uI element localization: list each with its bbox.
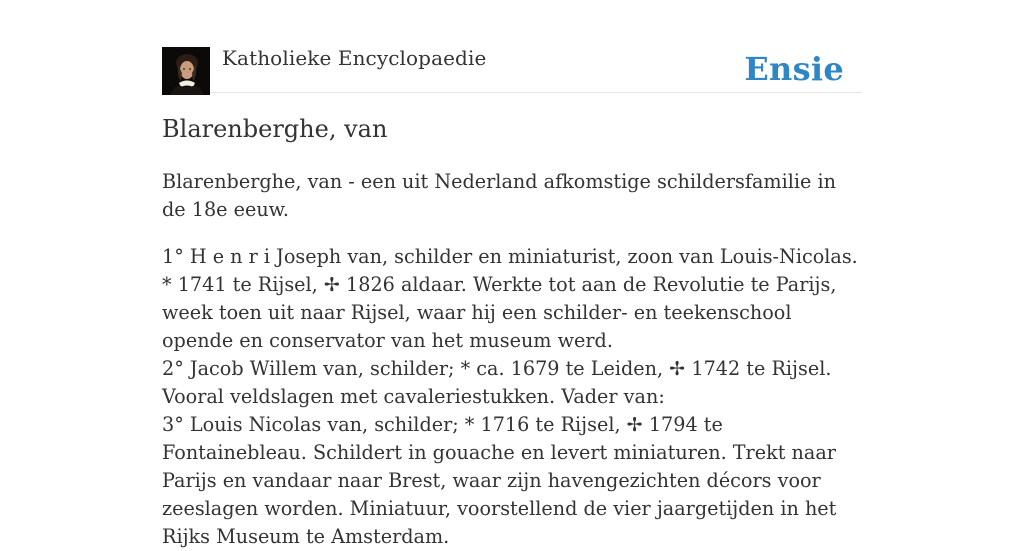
content-container (162, 0, 862, 548)
site-header (162, 0, 862, 93)
article-lead: Blarenberghe, van - een uit Nederland afkomstige schildersfamilie in de 18e eeuw. (162, 170, 836, 221)
page-title: Blarenberghe, van (162, 115, 388, 143)
brand-logo[interactable]: Ensie (744, 50, 844, 88)
article-entry: 1° H e n r i Joseph van, schilder en miniaturist, zoon van Louis-Nicolas. * 1741 te Rijsel, ✢ 1826 aldaar. Werkte tot aan de Revolutie te Parijs, week toen uit naar Rijsel, waar hij een schilder- en teekenschool opende en conservator van het museum werd. (162, 245, 858, 352)
portrait-icon (162, 47, 210, 95)
article-entry: 2° Jacob Willem van, schilder; * ca. 1679 te Leiden, ✢ 1742 te Rijsel. Vooral veldslagen met cavaleriestukken. Vader van: (162, 357, 832, 408)
encyclopedia-name[interactable]: Katholieke Encyclopaedie (222, 46, 487, 70)
avatar[interactable] (162, 47, 210, 95)
article-body (162, 243, 862, 551)
article-entry: 3° Louis Nicolas van, schilder; * 1716 te Rijsel, ✢ 1794 te Fontainebleau. Schildert in gouache en levert miniaturen. Trekt naar Parijs en vandaar naar Brest, waar zijn havengezichten décors voor zeeslagen worden. Miniatuur, voorstellend de vier jaargetijden in het Rijks Museum te Amsterdam. (162, 413, 837, 548)
